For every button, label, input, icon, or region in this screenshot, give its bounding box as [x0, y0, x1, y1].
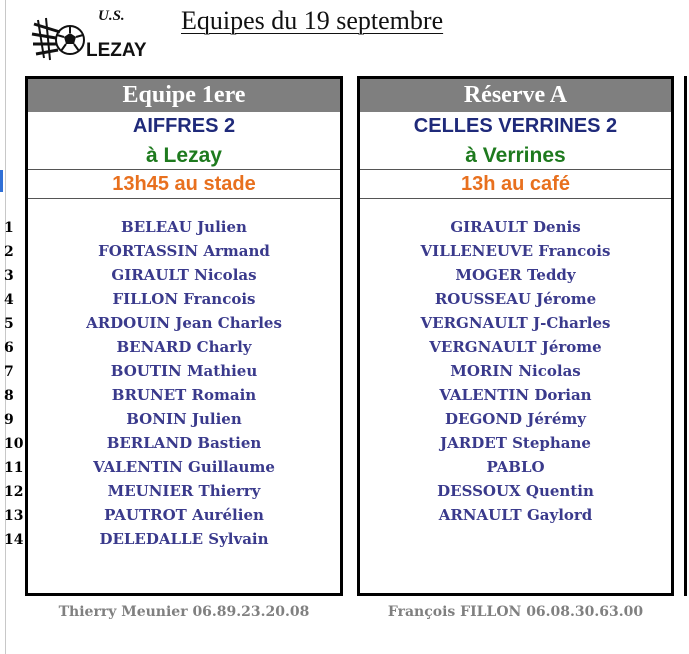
team-panel-equipe-1ere — [25, 76, 343, 596]
meeting-time: 13h45 au stade — [28, 170, 340, 199]
player-name: PABLO — [486, 458, 545, 476]
row-number-column — [4, 216, 24, 552]
match-venue: à Verrines — [360, 141, 671, 170]
selection-marker — [0, 170, 3, 192]
player-name: VALENTIN Guillaume — [93, 458, 275, 476]
page-title: Equipes du 19 septembre — [181, 6, 444, 35]
row-number: 9 — [4, 412, 14, 428]
player-name: GIRAULT Denis — [450, 218, 581, 236]
next-panel-edge — [684, 76, 687, 596]
soccer-ball-icon — [56, 26, 84, 54]
team-name: Equipe 1ere — [28, 79, 340, 112]
row-number: 14 — [4, 532, 24, 548]
player-name: VILLENEUVE Francois — [420, 242, 611, 260]
row-number: 7 — [4, 364, 14, 380]
row-number: 11 — [4, 460, 24, 476]
team-panel-reserve-a — [357, 76, 674, 596]
match-venue: à Lezay — [28, 141, 340, 170]
row-number: 1 — [4, 220, 14, 236]
player-name: VALENTIN Dorian — [439, 386, 592, 404]
logo-lezay-text: LEZAY — [86, 40, 147, 61]
player-list — [360, 215, 671, 527]
team-name: Réserve A — [360, 79, 671, 112]
row-number: 12 — [4, 484, 24, 500]
player-name: ARNAULT Gaylord — [438, 506, 593, 524]
row-number: 6 — [4, 340, 14, 356]
player-name: VERGNAULT Jérome — [429, 338, 602, 356]
row-number: 5 — [4, 316, 14, 332]
player-name: JARDET Stephane — [440, 434, 591, 452]
player-name: DELEDALLE Sylvain — [99, 530, 269, 548]
player-name: DESSOUX Quentin — [437, 482, 594, 500]
opponent-name: AIFFRES 2 — [132, 115, 236, 137]
player-name: VERGNAULT J-Charles — [420, 314, 611, 332]
player-name: BRUNET Romain — [111, 386, 257, 404]
player-list — [28, 215, 340, 551]
logo-us-text: U.S. — [98, 8, 125, 24]
row-number: 10 — [4, 436, 24, 452]
player-name: ROUSSEAU Jérome — [434, 290, 597, 308]
meeting-time: 13h au café — [360, 170, 671, 199]
player-name: FILLON Francois — [112, 290, 256, 308]
row-number: 2 — [4, 244, 14, 260]
club-logo — [30, 6, 160, 64]
player-name: BERLAND Bastien — [106, 434, 262, 452]
player-name: DEGOND Jérémy — [445, 410, 586, 428]
player-name: PAUTROT Aurélien — [104, 506, 264, 524]
player-name: GIRAULT Nicolas — [111, 266, 257, 284]
player-name: BENARD Charly — [116, 338, 252, 356]
opponent-name: CELLES VERRINES 2 — [413, 115, 618, 137]
player-name: MORIN Nicolas — [450, 362, 581, 380]
player-name: MOGER Teddy — [455, 266, 576, 284]
player-name: ARDOUIN Jean Charles — [86, 314, 282, 332]
row-number: 3 — [4, 268, 14, 284]
row-number: 8 — [4, 388, 14, 404]
row-number: 13 — [4, 508, 24, 524]
team-1-contact: Thierry Meunier 06.89.23.20.08 — [58, 604, 310, 620]
player-name: MEUNIER Thierry — [107, 482, 261, 500]
row-number: 4 — [4, 292, 14, 308]
player-name: BOUTIN Mathieu — [110, 362, 258, 380]
player-name: BONIN Julien — [126, 410, 242, 428]
player-name: BELEAU Julien — [121, 218, 247, 236]
team-2-contact: François FILLON 06.08.30.63.00 — [387, 604, 644, 620]
player-name: FORTASSIN Armand — [98, 242, 270, 260]
